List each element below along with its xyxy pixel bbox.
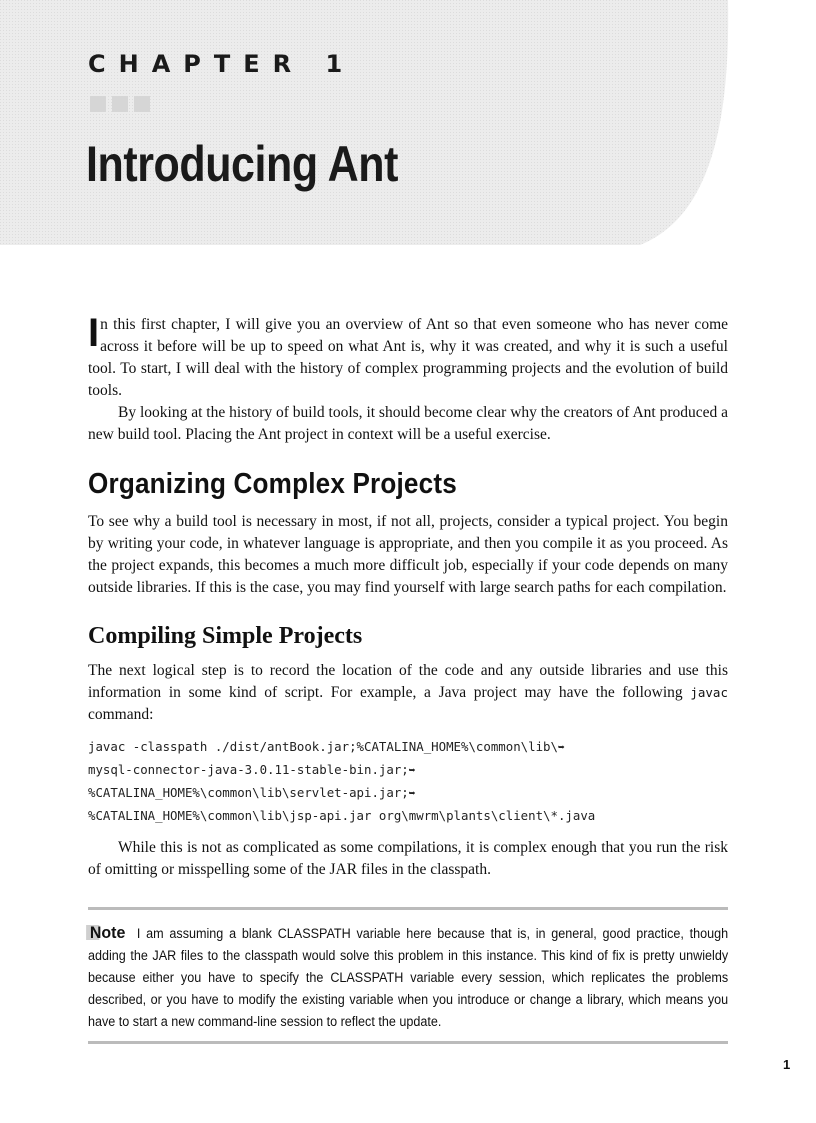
chapter-banner: [0, 0, 816, 245]
inline-code-javac: javac: [690, 685, 728, 700]
chapter-ornament: [90, 96, 150, 112]
ornament-square: [90, 96, 106, 112]
section-heading-compiling: Compiling Simple Projects: [88, 623, 363, 649]
code-block: [88, 736, 728, 827]
chapter-title: Introducing Ant: [86, 136, 399, 192]
page-number: 1: [783, 1057, 791, 1072]
code-line: %CATALINA_HOME%\common\lib\jsp-api.jar org\mwrm\plants\client\*.java: [88, 808, 596, 823]
section2-paragraph-after-code: While this is not as complicated as some compilations, it is complex enough that you run the risk of omitting or misspelling some of the JAR files in the classpath.: [88, 839, 728, 878]
note-text: [88, 922, 728, 1033]
continuation-arrow-icon: ➥: [408, 787, 416, 800]
ornament-square: [112, 96, 128, 112]
continuation-arrow-icon: ➥: [408, 764, 416, 777]
chapter-label: CHAPTER 1: [88, 50, 356, 78]
note-box: [88, 907, 728, 1044]
code-line: javac -classpath ./dist/antBook.jar;%CATALINA_HOME%\common\lib\: [88, 739, 558, 754]
ornament-square: [134, 96, 150, 112]
intro-paragraph-2: By looking at the history of build tools, it should become clear why the creators of Ant produced a new build tool. Placing the Ant project in context will be a useful exercise.: [88, 404, 728, 443]
intro-paragraph: [88, 311, 728, 402]
note-text-part: variable every session, which replicates the problems described, or you have to modify the existing variable when you introduce or change a library, which means you have to start a new command-line session to reflect the update.: [88, 970, 729, 1029]
intro-text: n this first chapter, I will give you an overview of Ant so that even someone who has never come across it before will be up to speed on what Ant is, why it was created, and why it is such a useful tool. To start, I will deal with the history of complex programming projects and the evolution of build tools.: [88, 316, 728, 399]
section2-paragraph: [88, 660, 728, 726]
inline-code-classpath: CLASSPATH: [277, 926, 351, 941]
inline-code-classpath: CLASSPATH: [330, 970, 404, 985]
banner-background: [0, 0, 816, 245]
drop-cap: I: [88, 311, 100, 355]
page-content: [88, 311, 729, 1044]
section1-paragraph: To see why a build tool is necessary in most, if not all, projects, consider a typical project. You begin by writing your code, in whatever language is appropriate, and then you compile it as you proceed. As the project expands, this becomes a much more difficult job, especially if your code depends on many outside libraries. If this is the case, you may find yourself with large search paths for each compilation.: [88, 513, 728, 596]
section2-text-after: command:: [88, 706, 154, 723]
note-text-part: I am assuming a blank: [136, 926, 272, 941]
section2-text-before: The next logical step is to record the location of the code and any outside libraries and use this information in some kind of script. For example, a Java project may have the following: [88, 662, 728, 701]
section-heading-organizing: Organizing Complex Projects: [88, 468, 457, 500]
code-line: %CATALINA_HOME%\common\lib\servlet-api.jar;: [88, 785, 409, 800]
note-label: Note: [89, 923, 126, 942]
code-line: mysql-connector-java-3.0.11-stable-bin.jar;: [88, 762, 409, 777]
note-text-part: variable here because that is, in general, good practice, though adding the JAR files to the classpath would solve this problem in this instance. This kind of fix is pretty unwieldy because either you have to specify the: [88, 926, 729, 985]
continuation-arrow-icon: ➥: [557, 741, 565, 754]
